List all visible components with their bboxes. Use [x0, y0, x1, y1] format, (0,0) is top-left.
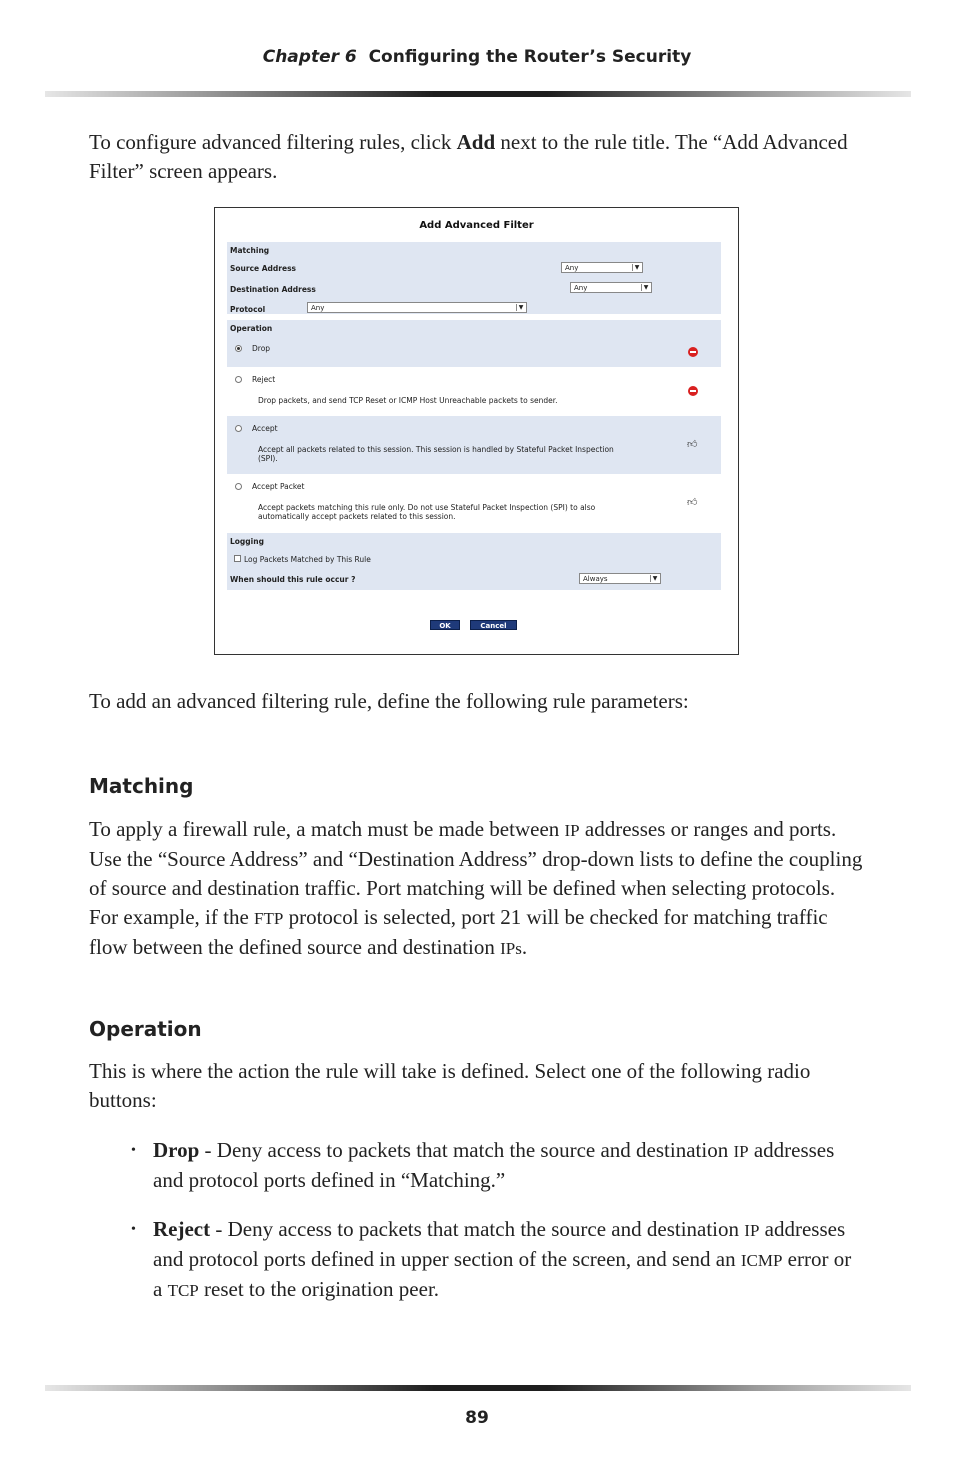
destination-address-select[interactable]: Any ▼	[570, 282, 652, 293]
thumbs-up-icon: 👍︎	[687, 497, 698, 508]
accept-packet-radio[interactable]	[235, 483, 242, 490]
logging-section: Logging Log Packets Matched by This Rule When should this rule occur ? Always ▼	[227, 533, 721, 590]
chapter-title: Configuring the Router’s Security	[368, 47, 692, 67]
cancel-button[interactable]: Cancel	[470, 620, 517, 630]
stop-icon	[688, 347, 698, 357]
screenshot-title: Add Advanced Filter	[419, 220, 534, 231]
chevron-down-icon: ▼	[632, 264, 641, 271]
matching-section: Matching Source Address Any ▼ Destination Address Any ▼ Protocol Any ▼	[227, 242, 721, 314]
intro-paragraph: To configure advanced filtering rules, click Add next to the rule title. The “Add Advanced Filter” screen appears.	[89, 130, 848, 183]
chevron-down-icon: ▼	[516, 304, 525, 311]
header-rule	[45, 91, 911, 97]
add-advanced-filter-screenshot	[214, 207, 739, 655]
bullet-drop: • Drop - Deny access to packets that match the source and destination IP addresses and protocol ports defined in “Matching.”	[131, 1138, 835, 1192]
matching-heading: Matching	[89, 774, 194, 798]
operation-heading: Operation	[89, 1017, 202, 1041]
thumbs-up-icon: 👍︎	[687, 439, 698, 450]
option-accept-packet: Accept Packet Accept packets matching this rule only. Do not use Stateful Packet Inspection (SPI) to also automatically accept packets related to this session. 👍︎	[227, 474, 721, 533]
source-address-select[interactable]: Any ▼	[561, 262, 643, 273]
schedule-select[interactable]: Always ▼	[579, 573, 661, 584]
bullet-dot: •	[131, 1143, 136, 1158]
option-accept: Accept Accept all packets related to this session. This session is handled by Stateful Packet Inspection (SPI). 👍︎	[227, 416, 721, 474]
chevron-down-icon: ▼	[641, 284, 650, 291]
protocol-select[interactable]: Any ▼	[307, 302, 527, 313]
matching-paragraph: To apply a firewall rule, a match must be made between IP addresses or ranges and ports. Use the “Source Address” and “Destination Address” drop-down lists to define the coupling of source and destination traffic. Port matching will be defined when selecting protocols. For example, if the FTP protocol is selected, port 21 will be checked for matching traffic flow between the defined source and destination IPs.	[89, 817, 863, 959]
log-packets-checkbox[interactable]	[234, 555, 241, 562]
page-number: 89	[465, 1408, 489, 1428]
option-reject: Reject Drop packets, and send TCP Reset or ICMP Host Unreachable packets to sender.	[227, 367, 721, 416]
reject-radio[interactable]	[235, 376, 242, 383]
chapter-label: Chapter 6	[262, 47, 357, 67]
operation-heading-row: Operation	[227, 320, 721, 337]
add-keyword: Add	[456, 130, 496, 154]
define-parameters-text: To add an advanced filtering rule, define the following rule parameters:	[89, 689, 689, 713]
stop-icon	[688, 386, 698, 396]
accept-radio[interactable]	[235, 425, 242, 432]
bullet-dot: •	[131, 1222, 136, 1237]
bullet-reject: • Reject - Deny access to packets that match the source and destination IP addresses and protocol ports defined in upper section of the screen, and send an ICMP error or a TCP reset to the origination peer.	[131, 1217, 852, 1301]
running-header	[0, 47, 954, 67]
ok-button[interactable]: OK	[430, 620, 460, 630]
drop-radio[interactable]	[235, 345, 242, 352]
chevron-down-icon: ▼	[650, 575, 659, 582]
option-drop: Drop	[227, 337, 721, 367]
operation-paragraph: This is where the action the rule will take is defined. Select one of the following radio buttons:	[89, 1059, 811, 1112]
footer-rule	[45, 1385, 911, 1391]
